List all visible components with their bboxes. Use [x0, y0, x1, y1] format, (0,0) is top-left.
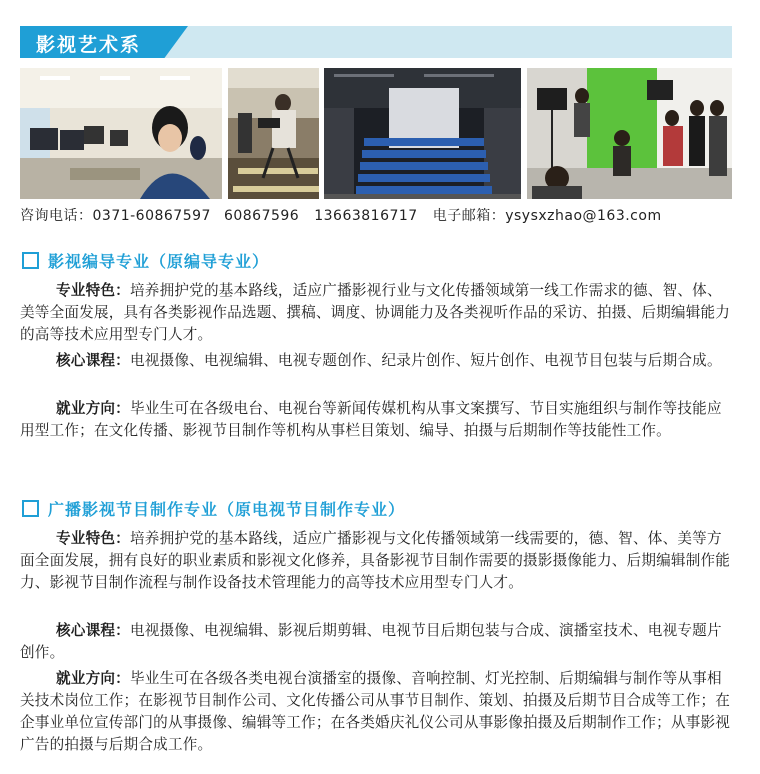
- contact-line: [20, 205, 740, 225]
- section-2-features: [20, 528, 732, 594]
- computer-lab-photo: [20, 68, 222, 199]
- features-label: 专业特色：: [56, 530, 130, 547]
- features-text: 培养拥护党的基本路线，适应广播影视行业与文化传播领域第一线工作需求的德、智、体、美等全面发展，具有各类影视作品选题、撰稿、调度、协调能力及各类视听作品的采访、拍摄、后期编辑能力的高等技术应用型专门人才。: [20, 282, 731, 343]
- courses-label: 核心课程：: [56, 622, 130, 639]
- section-2-title: 广播影视节目制作专业（原电视节目制作专业）: [48, 500, 406, 519]
- camera-crew-photo: [228, 68, 319, 199]
- careers-text: 毕业生可在各级电台、电视台等新闻传媒机构从事文案撰写、节目实施组织与制作等技能应用型工作；在文化传播、影视节目制作等机构从事栏目策划、编导、拍摄与后期制作等技能性工作。: [20, 400, 722, 439]
- email-address: ysysxzhao@163.com: [505, 208, 662, 224]
- courses-text: 电视摄像、电视编辑、影视后期剪辑、电视节目后期包装与合成、演播室技术、电视专题片创作。: [20, 622, 722, 661]
- section-1-features: [20, 280, 732, 346]
- careers-text: 毕业生可在各级各类电视台演播室的摄像、音响控制、灯光控制、后期编辑与制作等从事相关技术岗位工作；在影视节目制作公司、文化传播公司从事节目制作、策划、拍摄及后期节目合成等工作；在企事业单位宣传部门的从事摄像、编辑等工作；在各类婚庆礼仪公司从事影像拍摄及后期制作工作；从事影视广告的拍摄与后期合成工作。: [20, 670, 731, 753]
- careers-label: 就业方向：: [56, 670, 130, 687]
- phone-number-3: 13663816717: [314, 208, 418, 224]
- courses-text: 电视摄像、电视编辑、电视专题创作、纪录片创作、短片创作、电视节目包装与后期合成。: [129, 352, 722, 369]
- section-2-careers: [20, 668, 732, 756]
- email-label: 电子邮箱：: [432, 208, 506, 224]
- features-label: 专业特色：: [56, 282, 130, 299]
- phone-number-1: 0371-60867597: [92, 208, 211, 224]
- careers-label: 就业方向：: [56, 400, 130, 417]
- phone-number-2: 60867596: [223, 208, 300, 224]
- features-text: 培养拥护党的基本路线，适应广播影视与文化传播领域第一线需要的，德、智、体、美等方面全面发展，拥有良好的职业素质和影视文化修养，具备影视节目制作需要的摄影摄像能力、后期编辑制作能力、影视节目制作流程与制作设备技术管理能力的高等技术应用型专门人才。: [20, 530, 731, 591]
- section-1-bullet-icon: [22, 252, 39, 269]
- green-screen-studio-photo: [527, 68, 732, 199]
- auditorium-photo: [324, 68, 521, 199]
- section-2-courses: [20, 620, 732, 664]
- section-1-careers: [20, 398, 732, 442]
- phone-label: 咨询电话：: [20, 208, 93, 224]
- section-2-bullet-icon: [22, 500, 39, 517]
- courses-label: 核心课程：: [56, 352, 130, 369]
- page-title: 影视艺术系: [36, 34, 142, 56]
- section-1-title: 影视编导专业（原编导专业）: [48, 252, 270, 271]
- section-1-courses: [20, 350, 732, 372]
